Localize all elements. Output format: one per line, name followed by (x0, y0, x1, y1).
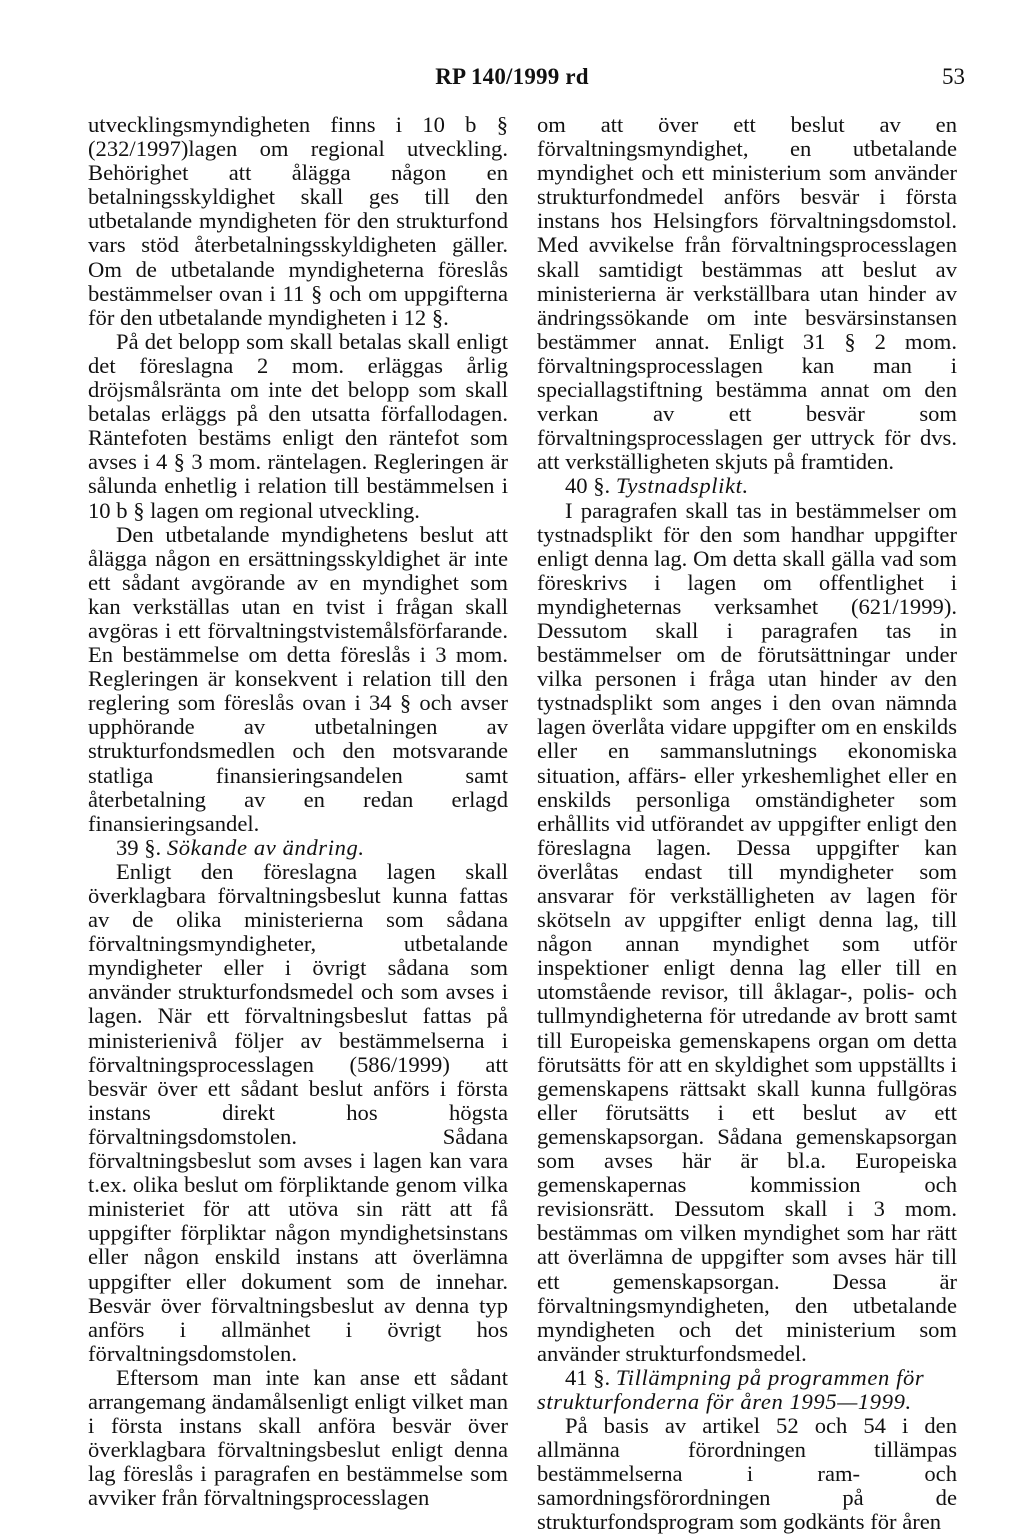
section-heading-40 (537, 474, 957, 498)
paragraph: Den utbetalande myndighetens beslut att ålägga någon en ersättningsskyldighet är inte ett sådant avgörande av en myndighet som kan verkställas utan en tvist i frågan skall avgöras i ett förvaltningstvistemålsförfarande. En bestämmelse om detta föreslås i 3 mom. Regleringen är konsekvent i relation till den reglering som föreslås ovan i 34 § och avser upphörande av utbetalningen av strukturfondsmedlen och den motsvarande statliga finansieringsandelen samt återbetalning av en redan erlagd finansieringsandel. (88, 521, 508, 836)
page-header-title: RP 140/1999 rd (435, 64, 589, 89)
paragraph: Enligt den föreslagna lagen skall överklagbara förvaltningsbeslut kunna fattas av de olika ministerierna som sådana förvaltningsmyndigheter, utbetalande myndigheter eller i övrigt sådana som använder strukturfondsmedel och som avses i lagen. När ett förvaltningsbeslut fattas på ministerienivå följer av bestämmelserna i förvaltningsprocesslagen (586/1999) att besvär över ett sådant beslut anförs i första instans direkt hos högsta förvaltningsdomstolen. Sådana förvaltningsbeslut som avses i lagen kan vara t.ex. olika beslut om förpliktande genom vilka ministeriet för att utöva sin rätt att få uppgifter förpliktar någon myndighetsinstans eller någon enskild instans att överlämna uppgifter eller dokument som de innehar. Besvär över förvaltningsbeslut av denna typ anförs i allmänhet i övrigt hos förvaltningsdomstolen. (88, 858, 508, 1366)
section-number: 39 §. (116, 834, 162, 860)
section-heading-41 (537, 1366, 957, 1414)
paragraph: På basis av artikel 52 och 54 i den allmänna förordningen tillämpas bestämmelserna i ram- och samordningsförordningen på de strukturfondsprogram som godkänts för åren (537, 1413, 957, 1535)
section-heading-39 (88, 836, 508, 860)
page-number: 53 (942, 64, 965, 89)
section-title: Sökande av ändring. (166, 834, 365, 860)
left-column (88, 113, 508, 1510)
paragraph: utvecklingsmyndigheten finns i 10 b § (232/1997)lagen om regional utveckling. Behörighet att ålägga någon en betalningsskyldighet skall ges till den utbetalande myndigheten för den strukturfond vars stöd återbetalningsskyldigheten gäller. Om de utbetalande myndigheterna föreslås bestämmelser ovan i 11 § och om uppgifterna för den utbetalande myndigheten i 12 §. (88, 112, 508, 330)
section-number: 40 §. (565, 473, 611, 499)
section-title: Tystnadsplikt. (615, 473, 749, 499)
section-number: 41 §. (565, 1364, 611, 1390)
paragraph: om att över ett beslut av en förvaltningsmyndighet, en utbetalande myndighet och ett ministerium som använder strukturfondmedel anförs besvär i första instans hos Helsingfors förvaltningsdomstol. Med avvikelse från förvaltningsprocesslagen skall samtidigt bestämmas att beslut av ministerierna är verkställbara utan hinder av ändringssökande om inte besvärsinstansen bestämmer annat. Enligt 31 § 2 mom. förvaltningsprocesslagen kan man i speciallagstiftning bestämma annat om den verkan av ett besvär som förvaltningsprocesslagen ger uttryck för dvs. att verkställigheten skjuts på framtiden. (537, 112, 957, 475)
paragraph: Eftersom man inte kan anse ett sådant arrangemang ändamålsenligt enligt vilket man i första instans skall anföra besvär över överklagbara förvaltningsbeslut enligt denna lag föreslås i paragrafen en bestämmelse som avviker från förvaltningsprocesslagen (88, 1364, 508, 1511)
right-column (537, 113, 957, 1535)
paragraph: I paragrafen skall tas in bestämmelser om tystnadsplikt för den som handhar uppgifter enligt denna lag. Om detta skall gälla vad som föreskrivs i lagen om offentlighet i myndigheternas verksamhet (621/1999). Dessutom skall i paragrafen tas in bestämmelser om de förutsättningar under vilka personen i fråga utan hinder av den tystnadsplikt som anges i den ovan nämnda lagen överlåta vidare uppgifter om en enskilds eller en sammanslutnings ekonomiska situation, affärs- eller yrkeshemlighet eller en enskilds personliga omständigheter som erhållits vid utförandet av uppgifter enligt den föreslagna lagen. Dessa uppgifter kan överlåtas endast till myndigheter som ansvarar för verkställigheten av lagen för skötseln av uppgifter enligt denna lag, till någon annan myndighet som utför inspektioner enligt denna lag eller till en utomstående revisor, till åklagar-, polis- och tullmyndigheterna för utredande av brott samt till Europeiska gemenskapens organ om detta förutsätts för att en skyldighet som uppställts i gemenskapens rättsakt skall kunna fullgöras eller förutsätts i ett beslut av ett gemenskapsorgan. Sådana gemenskapsorgan som avses här är bl.a. Europeiska gemenskapernas kommission och revisionsrätt. Dessutom skall i 3 mom. bestämmas om vilken myndighet som har rätt att överlämna de uppgifter som avses här till ett gemenskapsorgan. Dessa är förvaltningsmyndigheten, den utbetalande myndigheten och det ministerium som använder strukturfondsmedel. (537, 497, 957, 1366)
paragraph: På det belopp som skall betalas skall enligt det föreslagna 2 mom. erläggas årlig dröjsmålsränta om inte det belopp som skall betalas erläggs på den utsatta förfallodagen. Räntefoten bestäms enligt den räntefot som avses i 4 § 3 mom. räntelagen. Regleringen är sålunda enhetlig i relation till bestämmelsen i 10 b § lagen om regional utveckling. (88, 328, 508, 523)
section-title: Tillämpning på programmen för strukturfonderna för åren 1995—1999. (537, 1364, 925, 1414)
